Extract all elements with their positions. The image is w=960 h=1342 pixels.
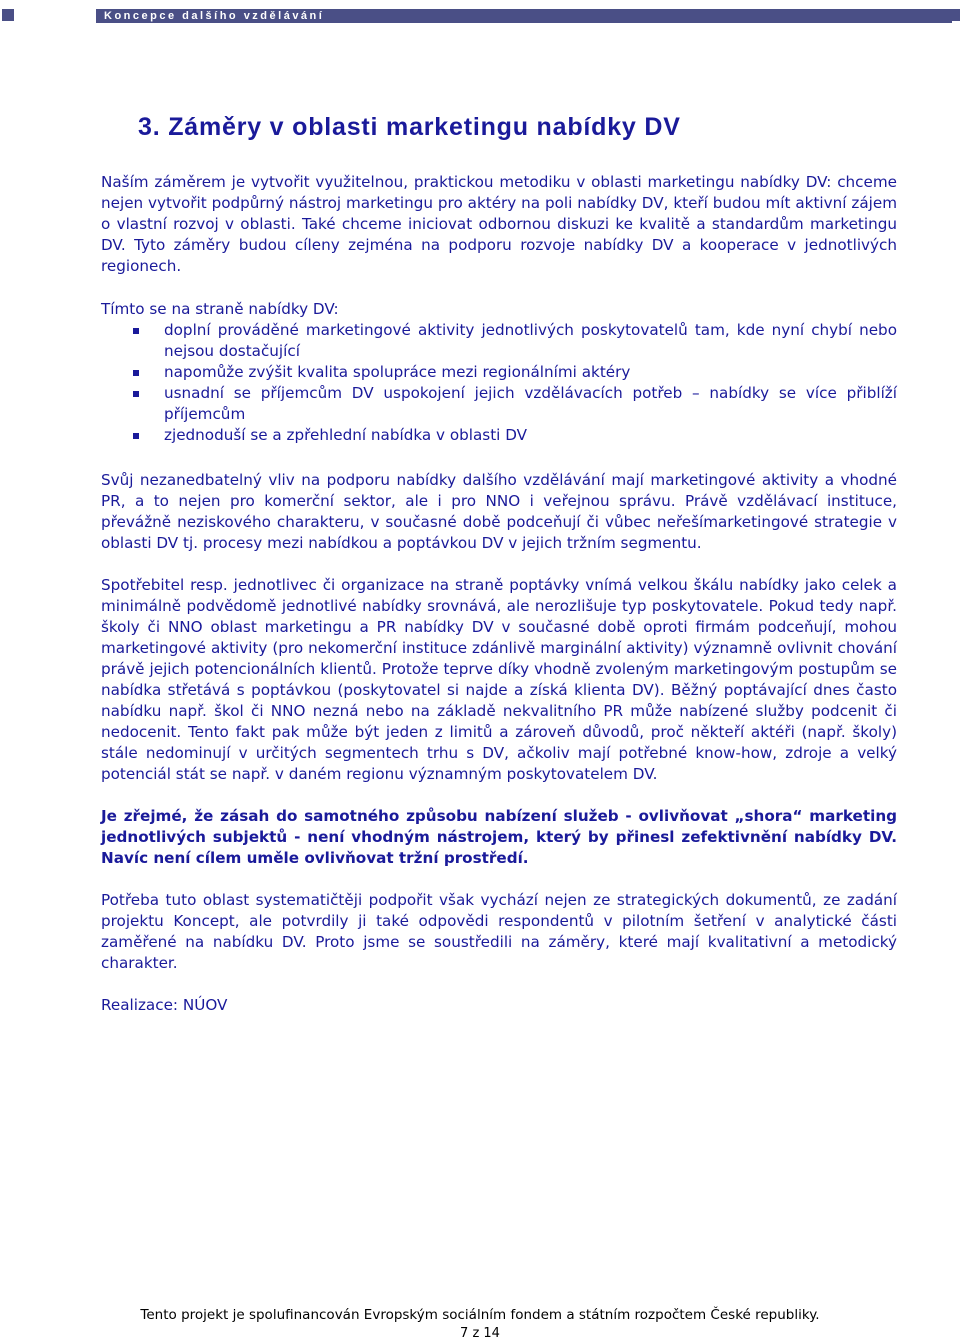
square-bullet-icon [133,370,139,376]
square-bullet-icon [133,433,139,439]
page-footer [0,1307,960,1341]
realization-note: Realizace: NÚOV [101,996,228,1014]
paragraph-conclusion-bold: Je zřejmé, že zásah do samotného způsobu nabízení služeb - ovlivňovat „shora“ marketing jednotlivých subjektů - není vhodným nástrojem, který by přinesl zefektivnění nabídky DV. Navíc není cílem uměle ovlivňovat tržní prostředí. [101,807,897,867]
square-bullet-icon [133,328,139,334]
document-body [101,172,897,1016]
page-number: 7 z 14 [460,1326,500,1341]
paragraph-need: Potřeba tuto oblast systematičtěji podpořit však vychází nejen ze strategických dokumentů, ze zadání projektu Koncept, ale potvrdily ji také odpovědi respondentů v pilotním šetření v analytické části zaměřené na nabídku DV. Proto jsme se soustředili na záměry, které mají kvalitativní a metodický charakter. [101,891,897,972]
list-item: zjednoduší se a zpřehlední nabídka v oblasti DV [101,425,897,446]
list-item: usnadní se příjemcům DV uspokojení jejich vzdělávacích potřeb – nabídky se více přiblíží příjemcům [101,383,897,425]
running-title: Koncepce dalšího vzdělávání [104,10,325,22]
paragraph-marketing-influence: Svůj nezanedbatelný vliv na podporu nabídky dalšího vzdělávání mají marketingové aktivity a vhodné PR, a to nejen pro komerční sektor, ale i pro NNO i veřejnou správu. Právě vzdělávací instituce, převážně neziskového charakteru, v současné době podceňují či vůbec neřešímarketingové strategie v oblasti DV tj. procesy mezi nabídkou a poptávkou DV v jejich tržním segmentu. [101,471,897,552]
header-band [96,9,952,23]
list-intro: Tímto se na straně nabídky DV: [101,300,339,318]
square-bullet-icon [133,391,139,397]
bullet-list [101,320,897,446]
section-title: 3. Záměry v oblasti marketingu nabídky DV [138,113,681,141]
list-item: doplní prováděné marketingové aktivity jednotlivých poskytovatelů tam, kde nyní chybí nebo nejsou dostačující [101,320,897,362]
header-end-marker [952,9,960,21]
header-square-marker [2,9,14,21]
paragraph-intent: Naším záměrem je vytvořit využitelnou, praktickou metodiku v oblasti marketingu nabídky DV: chceme nejen vytvořit podpůrný nástroj marketingu pro aktéry na poli nabídky DV, kteří budou mít aktivní zájem o vlastní rozvoj v oblasti. Také chceme iniciovat odbornou diskuzi ke kvalitě a standardům marketingu DV. Tyto záměry budou cíleny zejména na podporu rozvoje nabídky DV a kooperace v jednotlivých regionech. [101,173,897,275]
funding-note: Tento projekt je spolufinancován Evropským sociálním fondem a státním rozpočtem České republiky. [140,1307,820,1323]
list-item: napomůže zvýšit kvalita spolupráce mezi regionálními aktéry [101,362,897,383]
paragraph-consumer: Spotřebitel resp. jednotlivec či organizace na straně poptávky vnímá velkou škálu nabídky jako celek a minimálně podvědomě jednotlivé nabídky srovnává, ale nerozlišuje typ poskytovatele. Pokud tedy např. školy či NNO oblast marketingu a PR nabídky DV v současné době oproti firmám podceňují, mohou marketingové aktivity (pro nekomerční instituce zdánlivě marginální aktivity) významně ovlivnit chování právě jejich potencionálních klientů. Protože teprve díky vhodně zvoleným marketingovým postupům se nabídka střetává s poptávkou (poskytovatel si najde a získá klienta DV). Běžný poptávající dnes často nabídku např. škol či NNO nezná nebo na základě nekvalitního PR může nabízené služby podcenit či nedocenit. Tento fakt pak může být jeden z limitů a zároveň důvodů, proč někteří aktéři (např. školy) stále nedominují v určitých segmentech trhu s DV, ačkoliv mají potřebné know-how, zdroje a velký potenciál stát se např. v daném regionu významným poskytovatelem DV. [101,576,897,783]
running-header [0,8,960,24]
